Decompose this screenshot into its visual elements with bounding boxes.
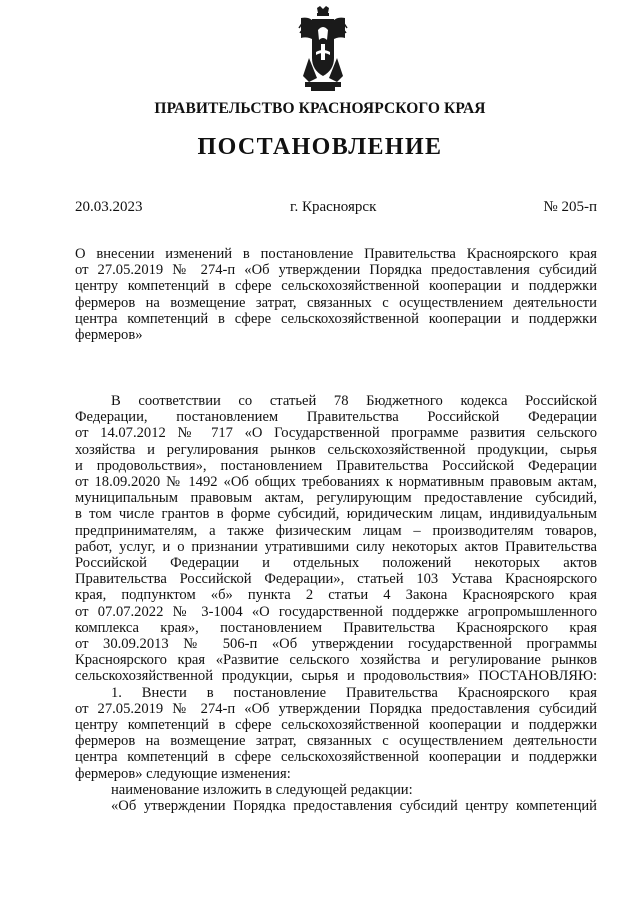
body-line: «Об утверждении Порядка предоставления субсидий центру компетенций — [111, 798, 597, 815]
body-line: наименование изложить в следующей редакции: — [111, 781, 413, 798]
body-line: 1. Внести в постановление Правительства Красноярского края — [111, 684, 597, 701]
body-line: края, подпунктом «б» пункта 2 статьи 4 Закона Красноярского края — [75, 587, 597, 604]
government-name: ПРАВИТЕЛЬСТВО КРАСНОЯРСКОГО КРАЯ — [154, 100, 486, 117]
body-line: от 27.05.2019 № 274-п «Об утверждении Порядка предоставления субсидий — [75, 700, 597, 717]
body-line: сельскохозяйственной продукции, сырья и продовольствия» ПОСТАНОВЛЯЮ: — [75, 668, 597, 685]
body-line: от 14.07.2012 № 717 «О Государственной программе развития сельского — [75, 425, 597, 442]
subject-line: фермеров» — [75, 327, 143, 344]
body-line: предпринимателям, а также физическим лицам – производителям товаров, — [75, 522, 597, 539]
body-line: муниципальным правовым актам, регулирующим предоставление субсидий, — [75, 490, 597, 507]
body-line: Федерации, постановлением Правительства Российской Федерации — [75, 409, 597, 426]
document-subject — [75, 246, 597, 343]
body-line: Российской Федерации и отдельных положений некоторых актов — [75, 555, 597, 572]
body-line: В соответствии со статьей 78 Бюджетного кодекса Российской — [111, 393, 597, 409]
subject-line: центра компетенций в сфере сельскохозяйственной кооперации и поддержки — [75, 310, 597, 327]
document-number: № 205-п — [543, 199, 597, 215]
body-line: фермеров» следующие изменения: — [75, 765, 291, 782]
subject-line: О внесении изменений в постановление Правительства Красноярского края — [75, 246, 597, 262]
body-line: в том числе грантов в форме субсидий, юридическим лицам, индивидуальным — [75, 506, 597, 523]
document-city: г. Красноярск — [290, 199, 377, 215]
body-line: от 30.09.2013 № 506-п «Об утверждении государственной программы — [75, 636, 597, 653]
body-line: комплекса края», постановлением Правительства Красноярского края — [75, 619, 597, 636]
body-line: от 18.09.2020 № 1492 «Об общих требованиях к нормативным правовым актам, — [75, 474, 597, 491]
body-line: и продовольствия», постановлением Правительства Российской Федерации — [75, 457, 597, 474]
body-line: хозяйства и регулирования рынков сельскохозяйственной продукции, сырья — [75, 441, 597, 458]
body-line: фермеров на возмещение затрат, связанных с осуществлением деятельности — [75, 733, 597, 750]
subject-line: от 27.05.2019 № 274-п «Об утверждении Порядка предоставления субсидий — [75, 262, 597, 279]
subject-line: фермеров на возмещение затрат, связанных с осуществлением деятельности — [75, 294, 597, 311]
body-line: Красноярского края «Развитие сельского хозяйства и регулирование рынков — [75, 652, 597, 669]
document-body — [75, 393, 597, 814]
body-line: центра компетенций в сфере сельскохозяйственной кооперации и поддержки — [75, 749, 597, 766]
document-type-title: ПОСТАНОВЛЕНИЕ — [197, 134, 443, 160]
body-line: Правительства Российской Федерации», статьей 103 Устава Красноярского — [75, 571, 597, 588]
subject-line: центру компетенций в сфере сельскохозяйственной кооперации и поддержки — [75, 278, 597, 295]
coat-of-arms-icon — [297, 6, 349, 92]
document-date: 20.03.2023 — [75, 199, 143, 215]
body-line: работ, услуг, и о признании утратившими силу некоторых актов Правительства — [75, 538, 597, 555]
body-line: от 07.07.2022 № 3-1004 «О государственной поддержке агропромышленного — [75, 603, 597, 620]
body-line: центру компетенций в сфере сельскохозяйственной кооперации и поддержки — [75, 717, 597, 734]
